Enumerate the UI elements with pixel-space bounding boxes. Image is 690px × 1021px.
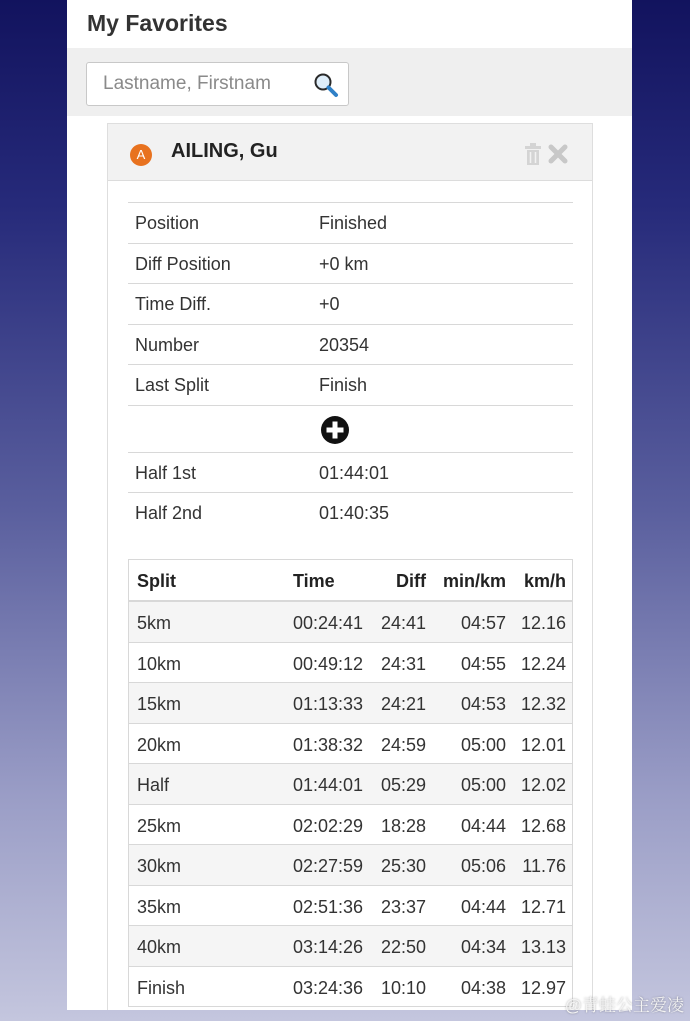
table-row [129, 602, 572, 643]
cell-time: 00:24:41 [293, 613, 364, 633]
runner-badge: A [130, 144, 152, 166]
cell-diff: 18:28 [380, 815, 426, 836]
table-row [129, 724, 572, 765]
cell-split: 35km [137, 896, 182, 917]
cell-pace: 04:55 [460, 653, 506, 674]
col-header-pace: min/km [442, 571, 506, 591]
cell-speed: 12.71 [520, 896, 566, 917]
table-row [129, 845, 572, 886]
table-row [129, 886, 572, 927]
table-row [129, 926, 572, 967]
cell-speed: 12.16 [520, 613, 566, 633]
cell-diff: 23:37 [380, 896, 426, 917]
cell-diff: 24:59 [380, 734, 426, 755]
cell-split: Half [137, 775, 170, 795]
table-row [129, 805, 572, 846]
search-input[interactable] [87, 63, 309, 105]
info-value: +0 km [319, 253, 369, 274]
watermark: @青蛙公主爱凌 [564, 996, 684, 1015]
cell-pace: 04:57 [460, 613, 506, 633]
close-icon[interactable] [548, 144, 568, 164]
col-header-diff: Diff [396, 571, 426, 591]
info-value: 20354 [319, 334, 370, 355]
cell-pace: 04:44 [460, 815, 506, 836]
info-row-half-2nd [128, 493, 573, 534]
cell-speed: 12.97 [520, 977, 566, 998]
info-value: +0 [319, 294, 340, 314]
favorites-panel [67, 0, 632, 1010]
table-row [129, 967, 572, 1008]
cell-pace: 04:34 [460, 937, 506, 957]
trash-icon[interactable] [525, 143, 541, 165]
runner-card-header [108, 124, 592, 181]
cell-pace: 04:53 [460, 694, 506, 714]
cell-time: 03:24:36 [293, 977, 364, 998]
search-bar [67, 48, 632, 116]
runner-info-table [128, 202, 573, 534]
info-label: Diff Position [135, 253, 231, 274]
cell-speed: 12.68 [520, 815, 566, 836]
cell-split: 5km [137, 613, 172, 633]
cell-pace: 05:06 [460, 856, 506, 876]
expand-row [128, 406, 573, 453]
cell-speed: 12.02 [520, 775, 566, 795]
splits-table [128, 559, 573, 1007]
page-title: My Favorites [87, 10, 228, 36]
cell-diff: 10:10 [380, 977, 426, 998]
cell-time: 02:02:29 [293, 815, 364, 836]
cell-split: Finish [137, 977, 186, 998]
info-row-diff-position [128, 244, 573, 285]
cell-speed: 11.76 [522, 856, 566, 876]
info-value: 01:40:35 [319, 503, 390, 523]
cell-speed: 12.01 [520, 734, 566, 755]
search-box [86, 62, 349, 106]
col-header-speed: km/h [523, 571, 566, 591]
cell-diff: 24:21 [380, 694, 426, 714]
info-row-half-1st [128, 453, 573, 494]
plus-circle-icon[interactable] [320, 415, 350, 445]
table-row [129, 683, 572, 724]
cell-pace: 04:44 [460, 896, 506, 917]
info-label: Half 1st [135, 462, 197, 483]
cell-split: 20km [137, 734, 182, 755]
cell-split: 30km [137, 856, 182, 876]
cell-time: 01:44:01 [293, 775, 364, 795]
runner-card [107, 123, 593, 1010]
table-row [129, 764, 572, 805]
info-row-position [128, 203, 573, 244]
cell-speed: 12.32 [520, 694, 566, 714]
runner-name[interactable]: AILING, Gu [171, 140, 278, 162]
cell-pace: 05:00 [460, 775, 506, 795]
cell-time: 01:38:32 [293, 734, 364, 755]
info-row-number [128, 325, 573, 366]
cell-time: 02:27:59 [293, 856, 364, 876]
info-label: Position [135, 213, 200, 233]
cell-speed: 13.13 [520, 937, 566, 957]
cell-diff: 24:41 [380, 613, 426, 633]
cell-diff: 25:30 [380, 856, 426, 876]
table-row [129, 643, 572, 684]
cell-pace: 05:00 [460, 734, 506, 755]
cell-split: 40km [137, 937, 182, 957]
cell-time: 03:14:26 [293, 937, 364, 957]
cell-time: 02:51:36 [293, 896, 364, 917]
info-value: 01:44:01 [319, 462, 390, 483]
col-header-split: Split [137, 571, 176, 591]
cell-time: 00:49:12 [293, 653, 364, 674]
info-label: Time Diff. [135, 294, 212, 314]
col-header-time: Time [293, 571, 335, 591]
cell-split: 15km [137, 694, 182, 714]
info-label: Half 2nd [135, 503, 203, 523]
cell-speed: 12.24 [520, 653, 566, 674]
cell-diff: 05:29 [380, 775, 426, 795]
search-icon[interactable] [313, 72, 339, 98]
splits-header-row [129, 560, 572, 602]
cell-diff: 24:31 [380, 653, 426, 674]
info-value: Finish [319, 375, 368, 395]
cell-split: 25km [137, 815, 182, 836]
info-row-time-diff [128, 284, 573, 325]
cell-time: 01:13:33 [293, 694, 364, 714]
cell-diff: 22:50 [380, 937, 426, 957]
info-value: Finished [319, 213, 388, 233]
info-label: Number [135, 334, 200, 355]
info-label: Last Split [135, 375, 210, 395]
cell-split: 10km [137, 653, 182, 674]
info-row-last-split [128, 365, 573, 406]
cell-pace: 04:38 [460, 977, 506, 998]
